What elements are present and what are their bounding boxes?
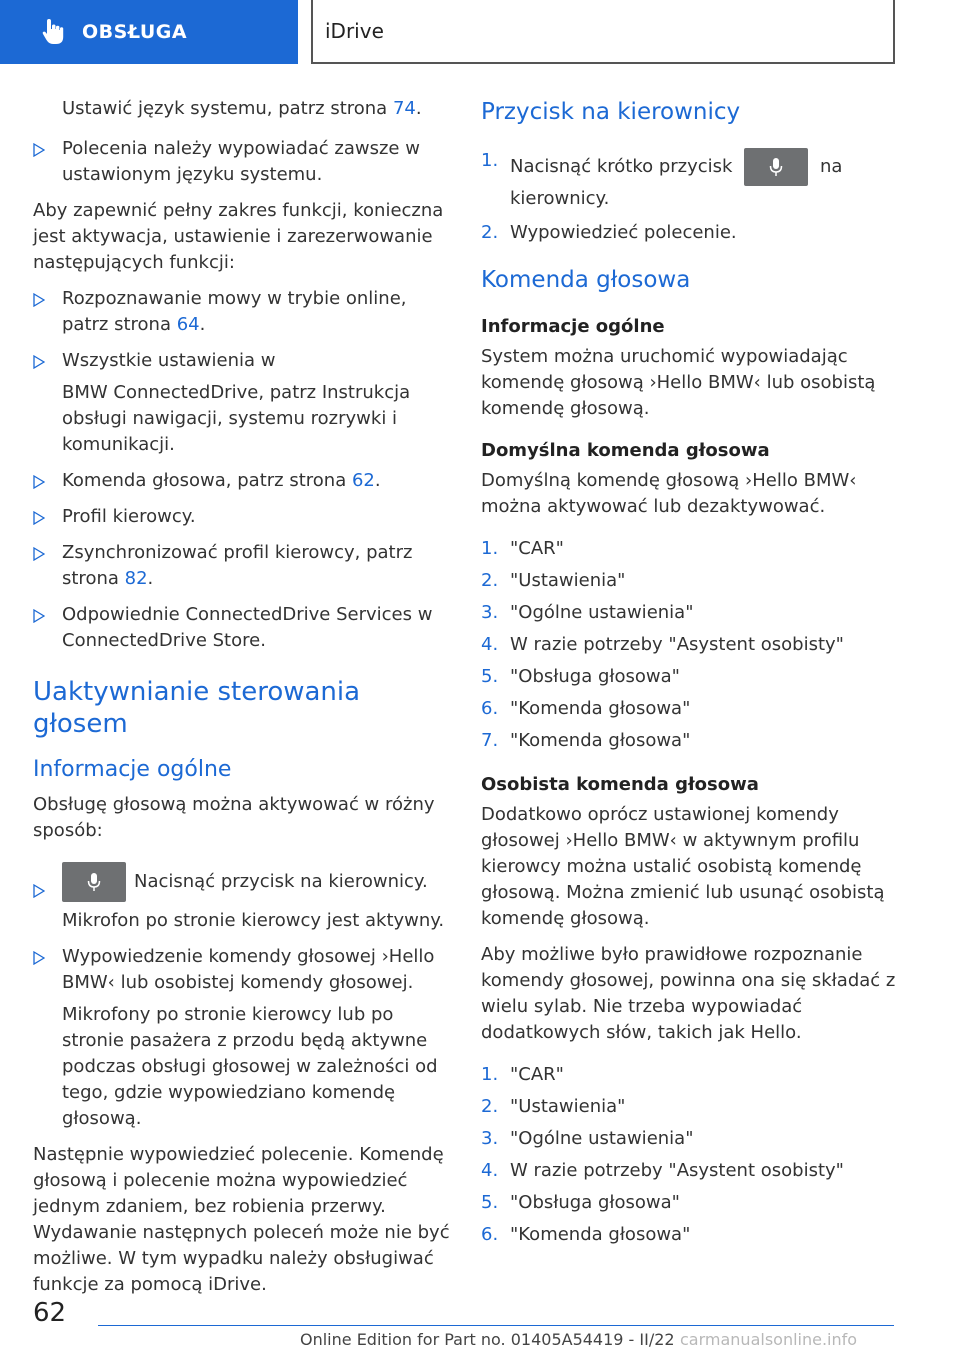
list-item <box>481 664 896 690</box>
step-number: 3. <box>481 1128 499 1149</box>
list-item <box>481 1094 896 1120</box>
edition-text: Online Edition for Part no. 01405A54419 - II/22 <box>300 1330 675 1349</box>
page-link[interactable]: 74 <box>392 98 416 119</box>
minor-heading: Osobista komenda głosowa <box>481 774 759 795</box>
list-item <box>481 1062 896 1088</box>
section-label: OBSŁUGA <box>82 21 188 43</box>
step-text: "CAR" <box>510 1064 564 1085</box>
triangle-bullet-icon <box>33 880 47 900</box>
list-item <box>33 862 451 934</box>
bullet-subtext: Mikrofon po stronie kierowcy jest aktywny. <box>62 910 445 931</box>
step-text: "Obsługa głosowa" <box>510 666 680 687</box>
step-number: 7. <box>481 730 499 751</box>
list-item <box>481 728 896 754</box>
triangle-bullet-icon <box>33 471 47 491</box>
list-item <box>481 600 896 626</box>
step-number: 5. <box>481 1192 499 1213</box>
step-text: W razie potrzeby "Asystent osobisty" <box>510 1160 844 1181</box>
paragraph: Domyślną komendę głosową ›Hello BMW‹ można aktywować lub dezaktywować. <box>481 470 857 517</box>
step-number: 6. <box>481 1224 499 1245</box>
step-text: Wypowiedzieć polecenie. <box>510 222 737 243</box>
step-text: "Komenda głosowa" <box>510 1224 691 1245</box>
step-number: 4. <box>481 1160 499 1181</box>
list-item <box>481 1222 896 1248</box>
bullet-text: Rozpoznawanie mowy w trybie online, patrz strona <box>62 288 407 335</box>
paragraph: Aby możliwe było prawidłowe rozpoznanie komendy głosowej, powinna ona się składać z wielu sylab. Nie trzeba wypowiadać dodatkowych słów, takich jak Hello. <box>481 944 896 1043</box>
page-link[interactable]: 64 <box>176 314 200 335</box>
footer-divider <box>98 1325 894 1326</box>
step-text: "Komenda głosowa" <box>510 698 691 719</box>
step-text: "CAR" <box>510 538 564 559</box>
minor-heading: Informacje ogólne <box>481 316 665 337</box>
step-number: 1. <box>481 150 499 171</box>
step-text: "Komenda głosowa" <box>510 730 691 751</box>
bullet-text: Zsynchronizować profil kierowcy, patrz strona <box>62 542 413 589</box>
step-number: 2. <box>481 222 499 243</box>
triangle-bullet-icon <box>33 507 47 527</box>
right-column <box>481 96 896 1254</box>
triangle-bullet-icon <box>33 139 47 159</box>
triangle-bullet-icon <box>33 543 47 563</box>
step-number: 1. <box>481 538 499 559</box>
list-item <box>33 540 451 592</box>
triangle-bullet-icon <box>33 605 47 625</box>
numbered-list <box>481 1062 896 1248</box>
list-item <box>33 348 451 458</box>
triangle-bullet-icon <box>33 947 47 967</box>
bullet-subtext: BMW ConnectedDrive, patrz Instrukcja obsługi nawigacji, systemu rozrywki i komunikacji. <box>62 382 411 455</box>
paragraph: Następnie wypowiedzieć polecenie. Komendę głosową i polecenie można wypowiedzieć jednym zdaniem, bez robienia przerwy. Wydawanie następnych poleceń może nie być możliwe. W tym wypadku należy obsługiwać funkcje za pomocą iDrive. <box>33 1144 450 1295</box>
list-item <box>481 1158 896 1184</box>
bullet-text: Wypowiedzenie komendy głosowej ›Hello BMW‹ lub osobistej komendy głosowej. <box>62 946 435 993</box>
list-item <box>481 696 896 722</box>
step-number: 3. <box>481 602 499 623</box>
bullet-punct: . <box>374 470 381 491</box>
step-number: 4. <box>481 634 499 655</box>
bullet-punct: . <box>147 568 154 589</box>
step-text: "Ustawienia" <box>510 1096 626 1117</box>
numbered-list <box>481 536 896 754</box>
list-item <box>481 1126 896 1152</box>
list-item <box>481 536 896 562</box>
step-text: "Obsługa głosowa" <box>510 1192 680 1213</box>
step-number: 5. <box>481 666 499 687</box>
paragraph: Aby zapewnić pełny zakres funkcji, konieczna jest aktywacja, ustawienie i zarezerwowanie następujących funkcji: <box>33 200 444 273</box>
minor-heading: Domyślna komenda głosowa <box>481 440 770 461</box>
step-text: Nacisnąć krótko przycisk <box>510 156 733 177</box>
microphone-icon <box>87 872 101 892</box>
page-link[interactable]: 82 <box>124 568 148 589</box>
bullet-text: Komenda głosowa, patrz strona <box>62 470 352 491</box>
step-text: "Ustawienia" <box>510 570 626 591</box>
step-text: "Ogólne ustawienia" <box>510 1128 694 1149</box>
list-item <box>481 632 896 658</box>
list-item <box>481 220 896 246</box>
step-number: 1. <box>481 1064 499 1085</box>
list-item <box>33 136 451 188</box>
subsection-heading: Informacje ogólne <box>33 757 232 782</box>
bullet-text: Polecenia należy wypowiadać zawsze w ustawionym języku systemu. <box>62 138 420 185</box>
bullet-text: Wszystkie ustawienia w <box>62 350 276 371</box>
chapter-label: iDrive <box>325 19 384 43</box>
triangle-bullet-icon <box>33 289 47 309</box>
step-number: 2. <box>481 1096 499 1117</box>
step-text: W razie potrzeby "Asystent osobisty" <box>510 634 844 655</box>
subsection-heading: Przycisk na kierownicy <box>481 99 741 125</box>
list-item <box>481 148 896 212</box>
list-item <box>33 468 451 494</box>
bullet-punct: . <box>199 314 206 335</box>
subsection-heading: Komenda głosowa <box>481 267 691 293</box>
bullet-text: Profil kierowcy. <box>62 506 196 527</box>
bullet-text: Odpowiednie ConnectedDrive Services w ConnectedDrive Store. <box>62 604 433 651</box>
list-item <box>33 286 451 338</box>
list-item <box>33 96 451 122</box>
page-number: 62 <box>33 1298 67 1328</box>
section-heading: Uaktywnianie sterowania głosem <box>33 677 361 739</box>
list-item <box>33 944 451 1132</box>
chapter-header <box>311 0 895 64</box>
steering-voice-button <box>62 862 126 902</box>
bullet-text: Nacisnąć przycisk na kierownicy. <box>134 871 428 892</box>
bullet-punct: . <box>415 98 422 119</box>
watermark: carmanualsonline.info <box>680 1330 858 1349</box>
step-number: 6. <box>481 698 499 719</box>
step-text: "Ogólne ustawienia" <box>510 602 694 623</box>
triangle-bullet-icon <box>33 351 47 371</box>
bullet-text: Ustawić język systemu, patrz strona <box>62 98 393 119</box>
paragraph: Obsługę głosową można aktywować w różny sposób: <box>33 794 435 841</box>
bullet-subtext: Mikrofony po stronie kierowcy lub po stronie pasażera z przodu będą aktywne podczas obsługi głosowej w zależności od tego, gdzie wypowiedziano komendę głosową. <box>62 1004 438 1129</box>
steering-voice-button <box>744 148 808 186</box>
list-item <box>33 602 451 654</box>
left-column <box>33 96 451 1308</box>
step-number: 2. <box>481 570 499 591</box>
page-link[interactable]: 62 <box>351 470 375 491</box>
list-item <box>481 568 896 594</box>
step-text: na kierownicy. <box>510 156 843 209</box>
microphone-icon <box>769 157 783 177</box>
paragraph: Dodatkowo oprócz ustawionej komendy głosowej ›Hello BMW‹ w aktywnym profilu kierowcy można ustalić osobistą komendę głosową. Można zmienić lub usunąć osobistą komendę głosową. <box>481 804 885 929</box>
section-tab <box>0 0 298 64</box>
hand-touch-icon <box>38 17 68 47</box>
list-item <box>33 504 451 530</box>
paragraph: System można uruchomić wypowiadając komendę głosową ›Hello BMW‹ lub osobistą komendę głosową. <box>481 346 876 419</box>
list-item <box>481 1190 896 1216</box>
